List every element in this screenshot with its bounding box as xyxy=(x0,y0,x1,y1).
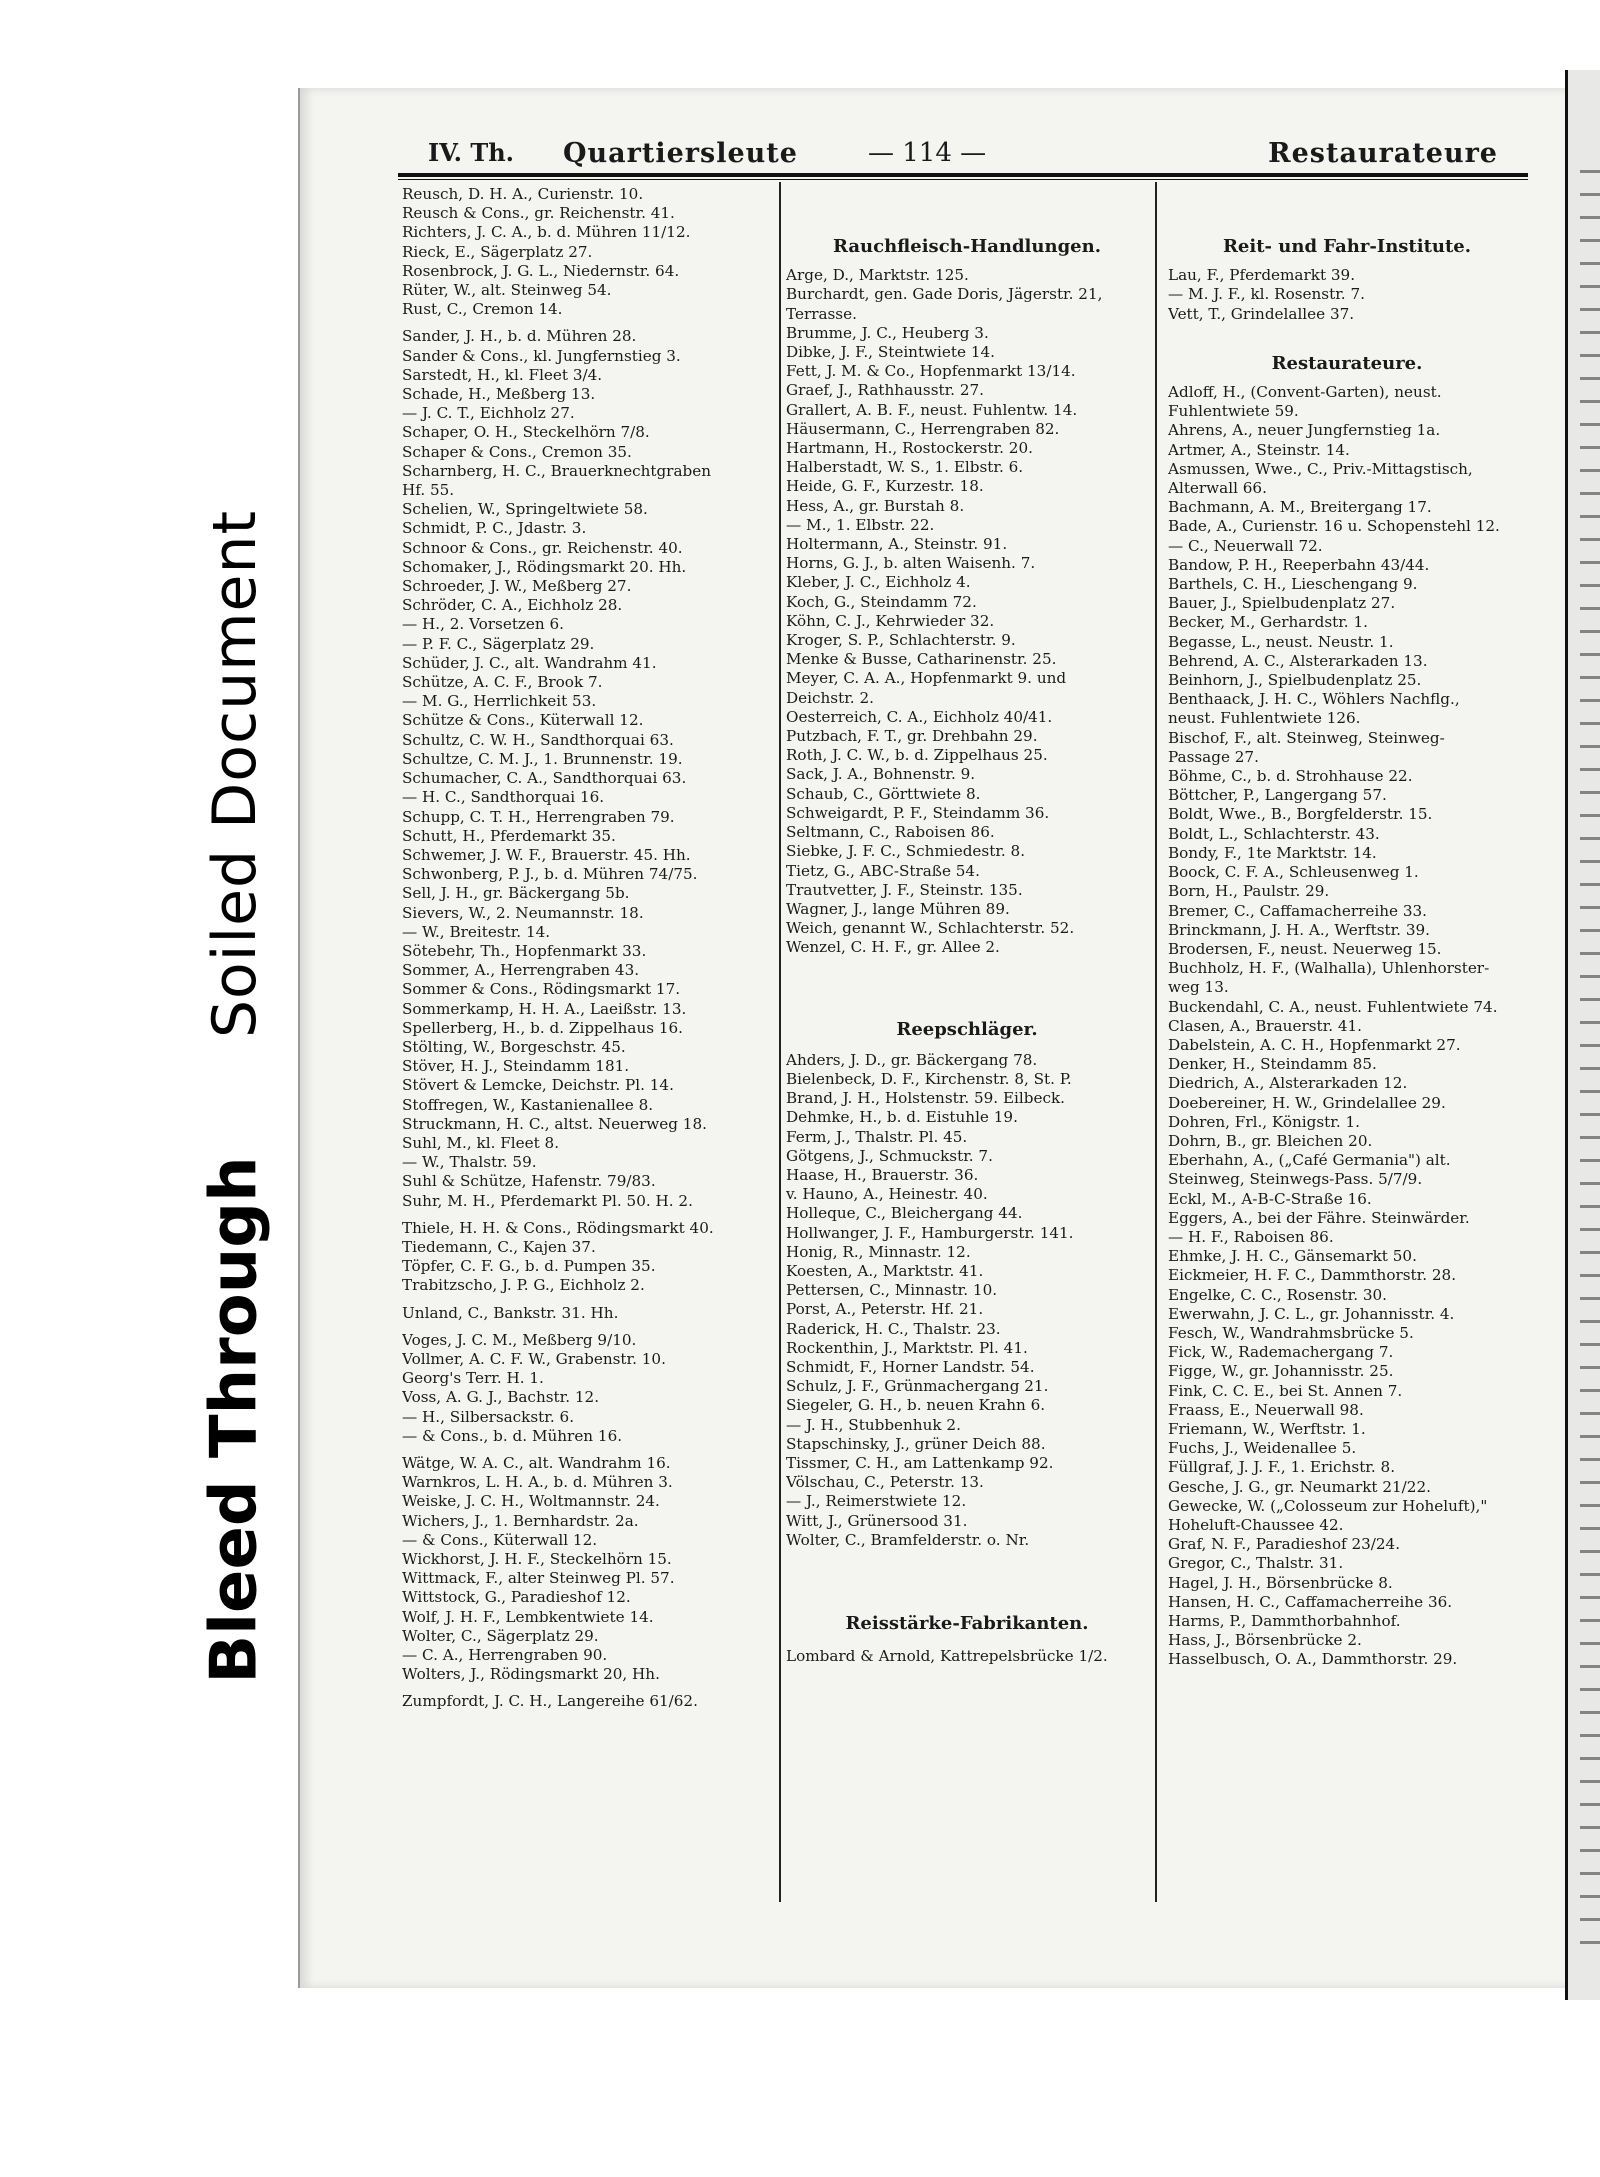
directory-entry: Wickhorst, J. H. F., Steckelhörn 15. xyxy=(402,1550,672,1569)
directory-entry: Wichers, J., 1. Bernhardstr. 2a. xyxy=(402,1511,639,1530)
page-header xyxy=(398,134,1528,174)
directory-entry: Deichstr. 2. xyxy=(786,688,874,707)
entry-gap xyxy=(402,1296,774,1304)
directory-entry: Dohrn, B., gr. Bleichen 20. xyxy=(1168,1131,1373,1150)
directory-entry: Oesterreich, C. A., Eichholz 40/41. xyxy=(786,707,1053,726)
directory-entry: Koesten, A., Marktstr. 41. xyxy=(786,1261,984,1280)
directory-entry: — M., 1. Elbstr. 22. xyxy=(786,515,935,534)
directory-entry: Häusermann, C., Herrengraben 82. xyxy=(786,419,1060,438)
directory-entry: Schaper & Cons., Cremon 35. xyxy=(402,442,632,461)
directory-entry: Asmussen, Wwe., C., Priv.-Mittagstisch, xyxy=(1168,459,1473,478)
directory-entry: Trabitzscho, J. P. G., Eichholz 2. xyxy=(402,1276,645,1295)
directory-entry: Schnoor & Cons., gr. Reichenstr. 40. xyxy=(402,538,683,557)
directory-entry: Dibke, J. F., Steintwiete 14. xyxy=(786,343,995,362)
section-number: IV. Th. xyxy=(428,138,515,167)
directory-entry: Koch, G., Steindamm 72. xyxy=(786,592,977,611)
directory-entry: Beinhorn, J., Spielbudenplatz 25. xyxy=(1168,671,1422,690)
directory-entry: Sommer & Cons., Rödingsmarkt 17. xyxy=(402,980,681,999)
directory-entry: Halberstadt, W. S., 1. Elbstr. 6. xyxy=(786,458,1024,477)
directory-entry: Sievers, W., 2. Neumannstr. 18. xyxy=(402,903,644,922)
directory-entry: Hess, A., gr. Burstah 8. xyxy=(786,496,965,515)
directory-entry: Rust, C., Cremon 14. xyxy=(402,300,563,319)
directory-entry: Bachmann, A. M., Breitergang 17. xyxy=(1168,498,1432,517)
header-rule-thin xyxy=(398,179,1528,180)
directory-entry: Friemann, W., Werftstr. 1. xyxy=(1168,1419,1366,1438)
directory-entry: Burchardt, gen. Gade Doris, Jägerstr. 21, xyxy=(786,285,1103,304)
column-middle xyxy=(786,185,1148,1666)
directory-entry: Rüter, W., alt. Steinweg 54. xyxy=(402,281,612,300)
directory-entry: Vollmer, A. C. F. W., Grabenstr. 10. xyxy=(402,1349,666,1368)
directory-entry: Suhr, M. H., Pferdemarkt Pl. 50. H. 2. xyxy=(402,1191,693,1210)
directory-entry: Bauer, J., Spielbudenplatz 27. xyxy=(1168,594,1396,613)
directory-entry: Töpfer, C. F. G., b. d. Pumpen 35. xyxy=(402,1257,656,1276)
directory-entry: Graef, J., Rathhausstr. 27. xyxy=(786,381,984,400)
entry-gap xyxy=(402,1323,774,1331)
directory-entry: Gregor, C., Thalstr. 31. xyxy=(1168,1554,1344,1573)
directory-entry: Schroeder, J. W., Meßberg 27. xyxy=(402,577,632,596)
directory-entry: Bremer, C., Caffamacherreihe 33. xyxy=(1168,901,1427,920)
directory-entry: Boock, C. F. A., Schleusenweg 1. xyxy=(1168,863,1419,882)
directory-entry: Schade, H., Meßberg 13. xyxy=(402,385,596,404)
directory-entry: Ahrens, A., neuer Jungfernstieg 1a. xyxy=(1168,421,1441,440)
directory-entry: Gesche, J. G., gr. Neumarkt 21/22. xyxy=(1168,1477,1431,1496)
directory-entry: — H., 2. Vorsetzen 6. xyxy=(402,615,565,634)
directory-entry: Schüder, J. C., alt. Wandrahm 41. xyxy=(402,653,657,672)
directory-entry: Bandow, P. H., Reeperbahn 43/44. xyxy=(1168,555,1430,574)
directory-entry: Becker, M., Gerhardstr. 1. xyxy=(1168,613,1368,632)
directory-entry: Schütze, A. C. F., Brook 7. xyxy=(402,673,603,692)
directory-entry: Hartmann, H., Rostockerstr. 20. xyxy=(786,439,1033,458)
section-heading-restaurateure: Restaurateure. xyxy=(1271,353,1423,374)
directory-entry: Hf. 55. xyxy=(402,481,455,500)
directory-entry: — J. C. T., Eichholz 27. xyxy=(402,404,575,423)
directory-entry: Begasse, L., neust. Neustr. 1. xyxy=(1168,632,1394,651)
soiled-document-label xyxy=(190,478,280,1070)
directory-entry: Meyer, C. A. A., Hopfenmarkt 9. und xyxy=(786,669,1067,688)
directory-entry: Voss, A. G. J., Bachstr. 12. xyxy=(402,1388,600,1407)
directory-entry: Füllgraf, J. J. F., 1. Erichstr. 8. xyxy=(1168,1458,1396,1477)
directory-entry: Harms, P., Dammthorbahnhof. xyxy=(1168,1612,1401,1631)
directory-entry: Schröder, C. A., Eichholz 28. xyxy=(402,596,623,615)
directory-entry: Sell, J. H., gr. Bäckergang 5b. xyxy=(402,884,630,903)
directory-entry: Bielenbeck, D. F., Kirchenstr. 8, St. P. xyxy=(786,1069,1072,1088)
directory-entry: Schwemer, J. W. F., Brauerstr. 45. Hh. xyxy=(402,845,691,864)
directory-entry: Graf, N. F., Paradieshof 23/24. xyxy=(1168,1535,1401,1554)
directory-entry: Fink, C. C. E., bei St. Annen 7. xyxy=(1168,1381,1403,1400)
directory-entry: Gewecke, W. („Colosseum zur Hoheluft)," xyxy=(1168,1496,1488,1515)
directory-entry: Schutt, H., Pferdemarkt 35. xyxy=(402,826,616,845)
directory-entry: Hollwanger, J. F., Hamburgerstr. 141. xyxy=(786,1223,1074,1242)
section-heading-reepschlaeger: Reepschläger. xyxy=(896,1019,1038,1039)
directory-entry: Buckendahl, C. A., neust. Fuhlentwiete 74. xyxy=(1168,997,1498,1016)
directory-entry: Stoffregen, W., Kastanienallee 8. xyxy=(402,1095,654,1114)
directory-entry: Wagner, J., lange Mühren 89. xyxy=(786,899,1010,918)
directory-entry: Clasen, A., Brauerstr. 41. xyxy=(1168,1016,1363,1035)
directory-entry: Engelke, C. C., Rosenstr. 30. xyxy=(1168,1285,1388,1304)
directory-entry: Benthaack, J. H. C., Wöhlers Nachflg., xyxy=(1168,690,1460,709)
entry-gap xyxy=(402,1211,774,1219)
directory-entry: Tiedemann, C., Kajen 37. xyxy=(402,1237,596,1256)
directory-entry: Weich, genannt W., Schlachterstr. 52. xyxy=(786,919,1075,938)
directory-entry: Völschau, C., Peterstr. 13. xyxy=(786,1473,984,1492)
directory-entry: Köhn, C. J., Kehrwieder 32. xyxy=(786,611,995,630)
directory-entry: Thiele, H. H. & Cons., Rödingsmarkt 40. xyxy=(402,1218,714,1237)
directory-entry: Doebereiner, H. W., Grindelallee 29. xyxy=(1168,1093,1446,1112)
directory-entry: Bade, A., Curienstr. 16 u. Schopenstehl 12. xyxy=(1168,517,1500,536)
directory-entry: Brumme, J. C., Heuberg 3. xyxy=(786,323,989,342)
directory-entry: Eberhahn, A., („Café Germania") alt. xyxy=(1168,1151,1451,1170)
directory-entry: Zumpfordt, J. C. H., Langereihe 61/62. xyxy=(402,1692,698,1711)
directory-entry: — C., Neuerwall 72. xyxy=(1168,536,1323,555)
restaurateure-list xyxy=(1168,383,1526,1670)
directory-entry: Schelien, W., Springeltwiete 58. xyxy=(402,500,648,519)
directory-entry: — H. F., Raboisen 86. xyxy=(1168,1227,1334,1246)
directory-entry: Schmidt, P. C., Jdastr. 3. xyxy=(402,519,587,538)
bleed-through-label xyxy=(190,1150,280,1690)
directory-entry: Dehmke, H., b. d. Eistuhle 19. xyxy=(786,1108,1018,1127)
directory-entry: Stapschinsky, J., grüner Deich 88. xyxy=(786,1434,1046,1453)
directory-entry: Suhl & Schütze, Hafenstr. 79/83. xyxy=(402,1172,656,1191)
directory-entry: Lombard & Arnold, Kattrepelsbrücke 1/2. xyxy=(786,1647,1108,1666)
directory-entry: Holtermann, A., Steinstr. 91. xyxy=(786,535,1008,554)
directory-entry: Wätge, W. A. C., alt. Wandrahm 16. xyxy=(402,1454,671,1472)
directory-entry: Fraass, E., Neuerwall 98. xyxy=(1168,1400,1364,1419)
directory-entry: Sander & Cons., kl. Jungfernstieg 3. xyxy=(402,346,681,365)
directory-entry: Wittmack, F., alter Steinweg Pl. 57. xyxy=(402,1569,675,1588)
directory-entry: Sommerkamp, H. H. A., Laeißstr. 13. xyxy=(402,999,687,1018)
directory-entry: Denker, H., Steindamm 85. xyxy=(1168,1055,1377,1074)
directory-entry: Scharnberg, H. C., Brauerknechtgraben xyxy=(402,461,711,480)
directory-entry: Honig, R., Minnastr. 12. xyxy=(786,1242,971,1261)
directory-entry: Schmidt, F., Horner Landstr. 54. xyxy=(786,1357,1035,1376)
directory-entry: Eickmeier, H. F. C., Dammthorstr. 28. xyxy=(1168,1266,1457,1285)
directory-entry: Schupp, C. T. H., Herrengraben 79. xyxy=(402,807,675,826)
directory-entry: Arge, D., Marktstr. 125. xyxy=(786,266,969,285)
directory-entry: Schomaker, J., Rödingsmarkt 20. Hh. xyxy=(402,557,687,576)
directory-entry: Fuchs, J., Weidenallee 5. xyxy=(1168,1439,1357,1458)
directory-entry: neust. Fuhlentwiete 126. xyxy=(1168,709,1361,728)
reit-fahr-list xyxy=(1168,266,1526,324)
directory-entry: Steinweg, Steinwegs-Pass. 5/7/9. xyxy=(1168,1170,1423,1189)
directory-entry: Voges, J. C. M., Meßberg 9/10. xyxy=(402,1330,637,1349)
directory-entry: Born, H., Paulstr. 29. xyxy=(1168,882,1330,901)
column-divider-2 xyxy=(1155,182,1157,1902)
directory-entry: Schaper, O. H., Steckelhörn 7/8. xyxy=(402,423,650,442)
directory-entry: Sötebehr, Th., Hopfenmarkt 33. xyxy=(402,941,647,960)
directory-entry: Fuhlentwiete 59. xyxy=(1168,402,1299,421)
directory-entry: Fett, J. M. & Co., Hopfenmarkt 13/14. xyxy=(786,362,1076,381)
directory-entry: Buchholz, H. F., (Walhalla), Uhlenhorster- xyxy=(1168,959,1490,978)
directory-entry: Grallert, A. B. F., neust. Fuhlentw. 14. xyxy=(786,400,1078,419)
directory-entry: Ehmke, J. H. C., Gänsemarkt 50. xyxy=(1168,1247,1417,1266)
directory-entry: Boldt, L., Schlachterstr. 43. xyxy=(1168,824,1380,843)
directory-entry: Ferm, J., Thalstr. Pl. 45. xyxy=(786,1127,968,1146)
directory-entry: Unland, C., Bankstr. 31. Hh. xyxy=(402,1303,619,1322)
directory-entry: Hasselbusch, O. A., Dammthorstr. 29. xyxy=(1168,1650,1458,1669)
directory-entry: Seltmann, C., Raboisen 86. xyxy=(786,823,995,842)
directory-entry: — & Cons., b. d. Mühren 16. xyxy=(402,1426,623,1445)
directory-entry: Spellerberg, H., b. d. Zippelhaus 16. xyxy=(402,1018,683,1037)
directory-entry: Hansen, H. C., Caffamacherreihe 36. xyxy=(1168,1592,1453,1611)
directory-entry: Tietz, G., ABC-Straße 54. xyxy=(786,861,980,880)
directory-entry: Witt, J., Grünersood 31. xyxy=(786,1511,968,1530)
entry-gap xyxy=(402,1446,774,1454)
directory-entry: weg 13. xyxy=(1168,978,1229,997)
directory-entry: Schwonberg, P. J., b. d. Mühren 74/75. xyxy=(402,865,698,884)
directory-entry: Wittstock, G., Paradieshof 12. xyxy=(402,1588,631,1607)
directory-entry: Schulz, J. F., Grünmachergang 21. xyxy=(786,1377,1049,1396)
directory-entry: Rockenthin, J., Marktstr. Pl. 41. xyxy=(786,1338,1028,1357)
section-heading-reit-fahr: Reit- und Fahr-Institute. xyxy=(1222,237,1472,257)
directory-entry: Richters, J. C. A., b. d. Mühren 11/12. xyxy=(402,223,691,242)
directory-entry: — & Cons., Küterwall 12. xyxy=(402,1530,598,1549)
directory-entry: Brand, J. H., Holstenstr. 59. Eilbeck. xyxy=(786,1089,1066,1108)
directory-entry: Hass, J., Börsenbrücke 2. xyxy=(1168,1631,1362,1650)
directory-entry: Menke & Busse, Catharinenstr. 25. xyxy=(786,650,1057,669)
directory-entry: Figge, W., gr. Johannisstr. 25. xyxy=(1168,1362,1394,1381)
column-quartiersleute xyxy=(402,185,774,1712)
directory-entry: — W., Thalstr. 59. xyxy=(402,1153,537,1172)
directory-entry: Schumacher, C. A., Sandthorquai 63. xyxy=(402,769,687,788)
directory-entry: Stövert & Lemcke, Deichstr. Pl. 14. xyxy=(402,1076,674,1095)
bleed-through-text: Bleed Through xyxy=(198,1156,272,1684)
directory-entry: Siebke, J. F. C., Schmiedestr. 8. xyxy=(786,842,1026,861)
directory-entry: Boldt, Wwe., B., Borgfelderstr. 15. xyxy=(1168,805,1433,824)
directory-entry: Ewerwahn, J. C. L., gr. Johannisstr. 4. xyxy=(1168,1304,1455,1323)
directory-entry: Diedrich, A., Alsterarkaden 12. xyxy=(1168,1074,1408,1093)
directory-entry: Sarstedt, H., kl. Fleet 3/4. xyxy=(402,365,603,384)
directory-entry: Haase, H., Brauerstr. 36. xyxy=(786,1165,979,1184)
directory-entry: Dabelstein, A. C. H., Hopfenmarkt 27. xyxy=(1168,1035,1461,1054)
directory-entry: Wenzel, C. H. F., gr. Allee 2. xyxy=(786,938,1000,957)
directory-entry: Schultz, C. W. H., Sandthorquai 63. xyxy=(402,730,674,749)
directory-entry: Behrend, A. C., Alsterarkaden 13. xyxy=(1168,651,1428,670)
directory-entry: — H., Silbersackstr. 6. xyxy=(402,1407,575,1426)
directory-entry: — J. H., Stubbenhuk 2. xyxy=(786,1415,961,1434)
directory-entry: Alterwall 66. xyxy=(1168,479,1267,498)
directory-entry: Terrasse. xyxy=(786,304,857,323)
reisstaerke-list xyxy=(786,1647,1148,1666)
directory-entry: Wolf, J. H. F., Lembkentwiete 14. xyxy=(402,1607,654,1626)
directory-entry: — W., Breitestr. 14. xyxy=(402,922,551,941)
directory-entry: Stöver, H. J., Steindamm 181. xyxy=(402,1057,630,1076)
directory-entry: Schütze & Cons., Küterwall 12. xyxy=(402,711,644,730)
directory-entry: Heide, G. F., Kurzestr. 18. xyxy=(786,477,984,496)
directory-entry: Schweigardt, P. F., Steindamm 36. xyxy=(786,803,1050,822)
section-heading-reisstaerke: Reisstärke-Fabrikanten. xyxy=(845,1614,1089,1634)
section-heading-rauchfleisch: Rauchfleisch-Handlungen. xyxy=(833,237,1101,257)
directory-entry: — M. G., Herrlichkeit 53. xyxy=(402,692,597,711)
directory-entry: Lau, F., Pferdemarkt 39. xyxy=(1168,266,1356,285)
directory-entry: Adloff, H., (Convent-Garten), neust. xyxy=(1168,383,1442,402)
entry-gap xyxy=(402,319,774,327)
directory-entry: Horns, G. J., b. alten Waisenh. 7. xyxy=(786,554,1036,573)
directory-entry: Bischof, F., alt. Steinweg, Steinweg- xyxy=(1168,728,1445,747)
directory-entry: Brodersen, F., neust. Neuerweg 15. xyxy=(1168,939,1442,958)
header-right-title: Restaurateure xyxy=(1268,138,1498,169)
directory-entry: Wolter, C., Sägerplatz 29. xyxy=(402,1626,599,1645)
directory-entry: Hagel, J. H., Börsenbrücke 8. xyxy=(1168,1573,1393,1592)
directory-entry: Stölting, W., Borgeschstr. 45. xyxy=(402,1037,626,1056)
directory-entry: Roth, J. C. W., b. d. Zippelhaus 25. xyxy=(786,746,1048,765)
directory-entry: Passage 27. xyxy=(1168,747,1259,766)
directory-entry: Raderick, H. C., Thalstr. 23. xyxy=(786,1319,1001,1338)
directory-entry: Suhl, M., kl. Fleet 8. xyxy=(402,1133,560,1152)
directory-entry: — H. C., Sandthorquai 16. xyxy=(402,788,605,807)
facing-page-edge xyxy=(1565,70,1600,2000)
directory-entry: Reusch, D. H. A., Curienstr. 10. xyxy=(402,185,644,203)
column-right xyxy=(1168,185,1526,1670)
directory-entry: Siegeler, G. H., b. neuen Krahn 6. xyxy=(786,1396,1046,1415)
entry-gap xyxy=(402,1684,774,1692)
directory-entry: Eckl, M., A-B-C-Straße 16. xyxy=(1168,1189,1372,1208)
directory-entry: Struckmann, H. C., altst. Neuerweg 18. xyxy=(402,1114,707,1133)
directory-entry: Fesch, W., Wandrahmsbrücke 5. xyxy=(1168,1323,1414,1342)
column-divider-1 xyxy=(779,182,781,1902)
directory-entry: — J., Reimerstwiete 12. xyxy=(786,1492,967,1511)
directory-entry: — P. F. C., Sägerplatz 29. xyxy=(402,634,595,653)
directory-entry: Rieck, E., Sägerplatz 27. xyxy=(402,242,593,261)
reepschlaeger-list xyxy=(786,1051,1148,1550)
directory-entry: Götgens, J., Schmuckstr. 7. xyxy=(786,1146,993,1165)
directory-entry: Reusch & Cons., gr. Reichenstr. 41. xyxy=(402,204,675,223)
directory-entry: Porst, A., Peterstr. Hf. 21. xyxy=(786,1300,984,1319)
directory-entry: — C. A., Herrengraben 90. xyxy=(402,1646,608,1665)
rauchfleisch-list xyxy=(786,266,1148,957)
directory-entry: v. Hauno, A., Heinestr. 40. xyxy=(786,1185,988,1204)
directory-entry: Rosenbrock, J. G. L., Niedernstr. 64. xyxy=(402,261,680,280)
directory-entry: Eggers, A., bei der Fähre. Steinwärder. xyxy=(1168,1208,1470,1227)
header-rule xyxy=(398,173,1528,177)
directory-entry: Sommer, A., Herrengraben 43. xyxy=(402,961,640,980)
directory-entry: Vett, T., Grindelallee 37. xyxy=(1168,304,1355,323)
directory-entry: Wolters, J., Rödingsmarkt 20, Hh. xyxy=(402,1665,660,1684)
directory-entry: Bondy, F., 1te Marktstr. 14. xyxy=(1168,843,1377,862)
directory-entry: Holleque, C., Bleichergang 44. xyxy=(786,1204,1023,1223)
directory-entry: Dohren, Frl., Königstr. 1. xyxy=(1168,1112,1361,1131)
directory-entry: Barthels, C. H., Lieschengang 9. xyxy=(1168,575,1418,594)
directory-entry: Warnkros, L. H. A., b. d. Mühren 3. xyxy=(402,1473,673,1492)
directory-entry: Georg's Terr. H. 1. xyxy=(402,1369,544,1388)
directory-entry: Böttcher, P., Langergang 57. xyxy=(1168,786,1387,805)
directory-entry: Schaub, C., Görttwiete 8. xyxy=(786,784,981,803)
directory-entry: Kroger, S. P., Schlachterstr. 9. xyxy=(786,631,1016,650)
directory-entry: Tissmer, C. H., am Lattenkamp 92. xyxy=(786,1453,1054,1472)
header-title: Quartiersleute xyxy=(563,138,798,169)
directory-entry: Kleber, J. C., Eichholz 4. xyxy=(786,573,971,592)
directory-entry: Weiske, J. C. H., Woltmannstr. 24. xyxy=(402,1492,660,1511)
directory-entry: — M. J. F., kl. Rosenstr. 7. xyxy=(1168,285,1365,304)
directory-entry: Hoheluft-Chaussee 42. xyxy=(1168,1516,1344,1534)
soiled-document-text: Soiled Document xyxy=(200,509,271,1039)
directory-entry: Schultze, C. M. J., 1. Brunnenstr. 19. xyxy=(402,749,683,768)
directory-entry: Brinckmann, J. H. A., Werftstr. 39. xyxy=(1168,920,1430,939)
directory-entry: Trautvetter, J. F., Steinstr. 135. xyxy=(786,880,1023,899)
directory-entry: Sack, J. A., Bohnenstr. 9. xyxy=(786,765,976,784)
directory-entry: Böhme, C., b. d. Strohhause 22. xyxy=(1168,767,1413,786)
directory-entry: Sander, J. H., b. d. Mühren 28. xyxy=(402,327,637,346)
directory-entry: Fick, W., Rademachergang 7. xyxy=(1168,1343,1394,1362)
page-number: — 114 — xyxy=(868,138,987,168)
directory-entry: Putzbach, F. T., gr. Drehbahn 29. xyxy=(786,727,1038,746)
directory-entry: Pettersen, C., Minnastr. 10. xyxy=(786,1281,998,1300)
directory-entry: Wolter, C., Bramfelderstr. o. Nr. xyxy=(786,1530,1030,1549)
directory-entry: Artmer, A., Steinstr. 14. xyxy=(1168,440,1350,459)
directory-entry: Ahders, J. D., gr. Bäckergang 78. xyxy=(786,1050,1038,1069)
